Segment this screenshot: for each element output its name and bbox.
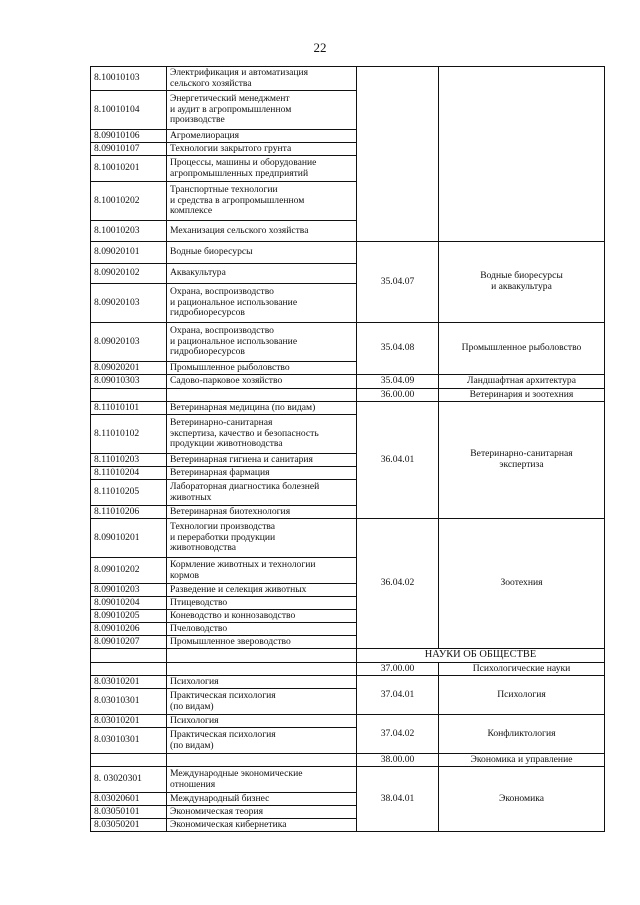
old-name-cell: Международный бизнес xyxy=(167,793,357,806)
old-name-cell: Аквакультура xyxy=(167,264,357,284)
old-name-cell: Охрана, воспроизводство и рациональное использование гидробиоресурсов xyxy=(167,323,357,362)
old-code-cell: 8.09010201 xyxy=(91,519,167,558)
old-name-cell: Процессы, машины и оборудование агропромышленных предприятий xyxy=(167,156,357,182)
new-name-cell: Водные биоресурсы и аквакультура xyxy=(439,242,605,323)
old-name-cell: Коневодство и коннозаводство xyxy=(167,610,357,623)
table-row xyxy=(91,402,605,415)
table-row xyxy=(91,663,605,676)
old-code-cell: 8.11010204 xyxy=(91,467,167,480)
old-code-cell: 8.11010101 xyxy=(91,402,167,415)
old-code-cell: 8.09010206 xyxy=(91,623,167,636)
old-name-cell: Водные биоресурсы xyxy=(167,242,357,264)
old-name-cell: Ветеринарная медицина (по видам) xyxy=(167,402,357,415)
old-code-cell: 8.09020102 xyxy=(91,264,167,284)
old-name-cell: Практическая психология (по видам) xyxy=(167,728,357,754)
old-code-cell: 8.10010104 xyxy=(91,91,167,130)
old-code-cell: 8.03050101 xyxy=(91,806,167,819)
old-code-cell xyxy=(91,663,167,676)
new-code-cell: 36.04.02 xyxy=(357,519,439,649)
new-code-cell: 38.04.01 xyxy=(357,767,439,832)
new-code-cell xyxy=(357,67,439,242)
table-row xyxy=(91,519,605,558)
old-code-cell: 8.09010303 xyxy=(91,375,167,389)
old-code-cell xyxy=(91,649,167,663)
table-row xyxy=(91,754,605,767)
new-name-cell: Экономика и управление xyxy=(439,754,605,767)
table-row xyxy=(91,242,605,264)
old-name-cell: Электрификация и автоматизация сельского хозяйства xyxy=(167,67,357,91)
page-number: 22 xyxy=(313,40,327,55)
table-row xyxy=(91,389,605,402)
old-code-cell xyxy=(91,754,167,767)
old-code-cell: 8.09010204 xyxy=(91,597,167,610)
old-code-cell: 8.09010203 xyxy=(91,584,167,597)
old-code-cell: 8.10010103 xyxy=(91,67,167,91)
old-code-cell: 8.09010107 xyxy=(91,143,167,156)
old-code-cell: 8.10010203 xyxy=(91,221,167,242)
old-name-cell xyxy=(167,754,357,767)
table-row xyxy=(91,375,605,389)
old-name-cell: Технологии закрытого грунта xyxy=(167,143,357,156)
new-name-cell: Психология xyxy=(439,676,605,715)
new-code-cell: 36.04.01 xyxy=(357,402,439,519)
old-code-cell: 8.03010201 xyxy=(91,715,167,728)
table-row xyxy=(91,67,605,91)
old-code-cell: 8.09020103 xyxy=(91,323,167,362)
old-name-cell: Агромелиорация xyxy=(167,130,357,143)
new-name-cell: Зоотехния xyxy=(439,519,605,649)
table-row xyxy=(91,323,605,362)
section-heading: НАУКИ ОБ ОБЩЕСТВЕ xyxy=(357,649,605,663)
old-name-cell: Психология xyxy=(167,676,357,689)
table-body xyxy=(91,67,605,832)
old-name-cell: Пчеловодство xyxy=(167,623,357,636)
old-name-cell xyxy=(167,649,357,663)
old-name-cell: Экономическая кибернетика xyxy=(167,819,357,832)
old-code-cell: 8.10010201 xyxy=(91,156,167,182)
new-code-cell: 37.04.02 xyxy=(357,715,439,754)
old-name-cell: Ветеринарная гигиена и санитария xyxy=(167,454,357,467)
new-code-cell: 35.04.07 xyxy=(357,242,439,323)
new-name-cell: Промышленное рыболовство xyxy=(439,323,605,375)
old-name-cell: Экономическая теория xyxy=(167,806,357,819)
old-code-cell: 8.03050201 xyxy=(91,819,167,832)
old-name-cell: Ветеринарно-санитарная экспертиза, качество и безопасность продукции животноводства xyxy=(167,415,357,454)
old-name-cell xyxy=(167,389,357,402)
old-code-cell: 8.09020103 xyxy=(91,284,167,323)
new-code-cell: 37.04.01 xyxy=(357,676,439,715)
old-code-cell: 8.11010102 xyxy=(91,415,167,454)
table-row xyxy=(91,767,605,793)
old-name-cell: Промышленное звероводство xyxy=(167,636,357,649)
old-name-cell: Транспортные технологии и средства в агропромышленном комплексе xyxy=(167,182,357,221)
new-name-cell: Экономика xyxy=(439,767,605,832)
new-name-cell: Ветеринария и зоотехния xyxy=(439,389,605,402)
new-name-cell: Психологические науки xyxy=(439,663,605,676)
old-name-cell: Садово-парковое хозяйство xyxy=(167,375,357,389)
old-name-cell: Кормление животных и технологии кормов xyxy=(167,558,357,584)
old-name-cell: Ветеринарная фармация xyxy=(167,467,357,480)
old-code-cell xyxy=(91,389,167,402)
old-code-cell: 8.11010203 xyxy=(91,454,167,467)
old-name-cell xyxy=(167,663,357,676)
old-code-cell: 8.03010201 xyxy=(91,676,167,689)
old-name-cell: Международные экономические отношения xyxy=(167,767,357,793)
old-code-cell: 8.09010207 xyxy=(91,636,167,649)
new-name-cell: Ветеринарно-санитарная экспертиза xyxy=(439,402,605,519)
old-code-cell: 8. 03020301 xyxy=(91,767,167,793)
old-code-cell: 8.09010202 xyxy=(91,558,167,584)
old-code-cell: 8.09010106 xyxy=(91,130,167,143)
old-code-cell: 8.10010202 xyxy=(91,182,167,221)
old-name-cell: Механизация сельского хозяйства xyxy=(167,221,357,242)
old-code-cell: 8.11010206 xyxy=(91,506,167,519)
specialty-correspondence-table xyxy=(90,66,605,832)
table-row xyxy=(91,649,605,663)
old-code-cell: 8.03020601 xyxy=(91,793,167,806)
old-code-cell: 8.11010205 xyxy=(91,480,167,506)
old-name-cell: Птицеводство xyxy=(167,597,357,610)
table-row xyxy=(91,715,605,728)
new-code-cell: 36.00.00 xyxy=(357,389,439,402)
new-code-cell: 37.00.00 xyxy=(357,663,439,676)
old-name-cell: Психология xyxy=(167,715,357,728)
old-name-cell: Технологии производства и переработки продукции животноводства xyxy=(167,519,357,558)
old-name-cell: Лабораторная диагностика болезней животных xyxy=(167,480,357,506)
old-name-cell: Энергетический менеджмент и аудит в агропромышленном производстве xyxy=(167,91,357,130)
new-code-cell: 38.00.00 xyxy=(357,754,439,767)
new-name-cell: Ландшафтная архитектура xyxy=(439,375,605,389)
new-name-cell xyxy=(439,67,605,242)
old-code-cell: 8.09020201 xyxy=(91,362,167,375)
old-name-cell: Практическая психология (по видам) xyxy=(167,689,357,715)
old-code-cell: 8.09020101 xyxy=(91,242,167,264)
old-name-cell: Промышленное рыболовство xyxy=(167,362,357,375)
new-name-cell: Конфликтология xyxy=(439,715,605,754)
old-name-cell: Охрана, воспроизводство и рациональное использование гидробиоресурсов xyxy=(167,284,357,323)
old-code-cell: 8.03010301 xyxy=(91,728,167,754)
old-code-cell: 8.03010301 xyxy=(91,689,167,715)
new-code-cell: 35.04.08 xyxy=(357,323,439,375)
table-row xyxy=(91,676,605,689)
old-code-cell: 8.09010205 xyxy=(91,610,167,623)
new-code-cell: 35.04.09 xyxy=(357,375,439,389)
old-name-cell: Ветеринарная биотехнология xyxy=(167,506,357,519)
old-name-cell: Разведение и селекция животных xyxy=(167,584,357,597)
